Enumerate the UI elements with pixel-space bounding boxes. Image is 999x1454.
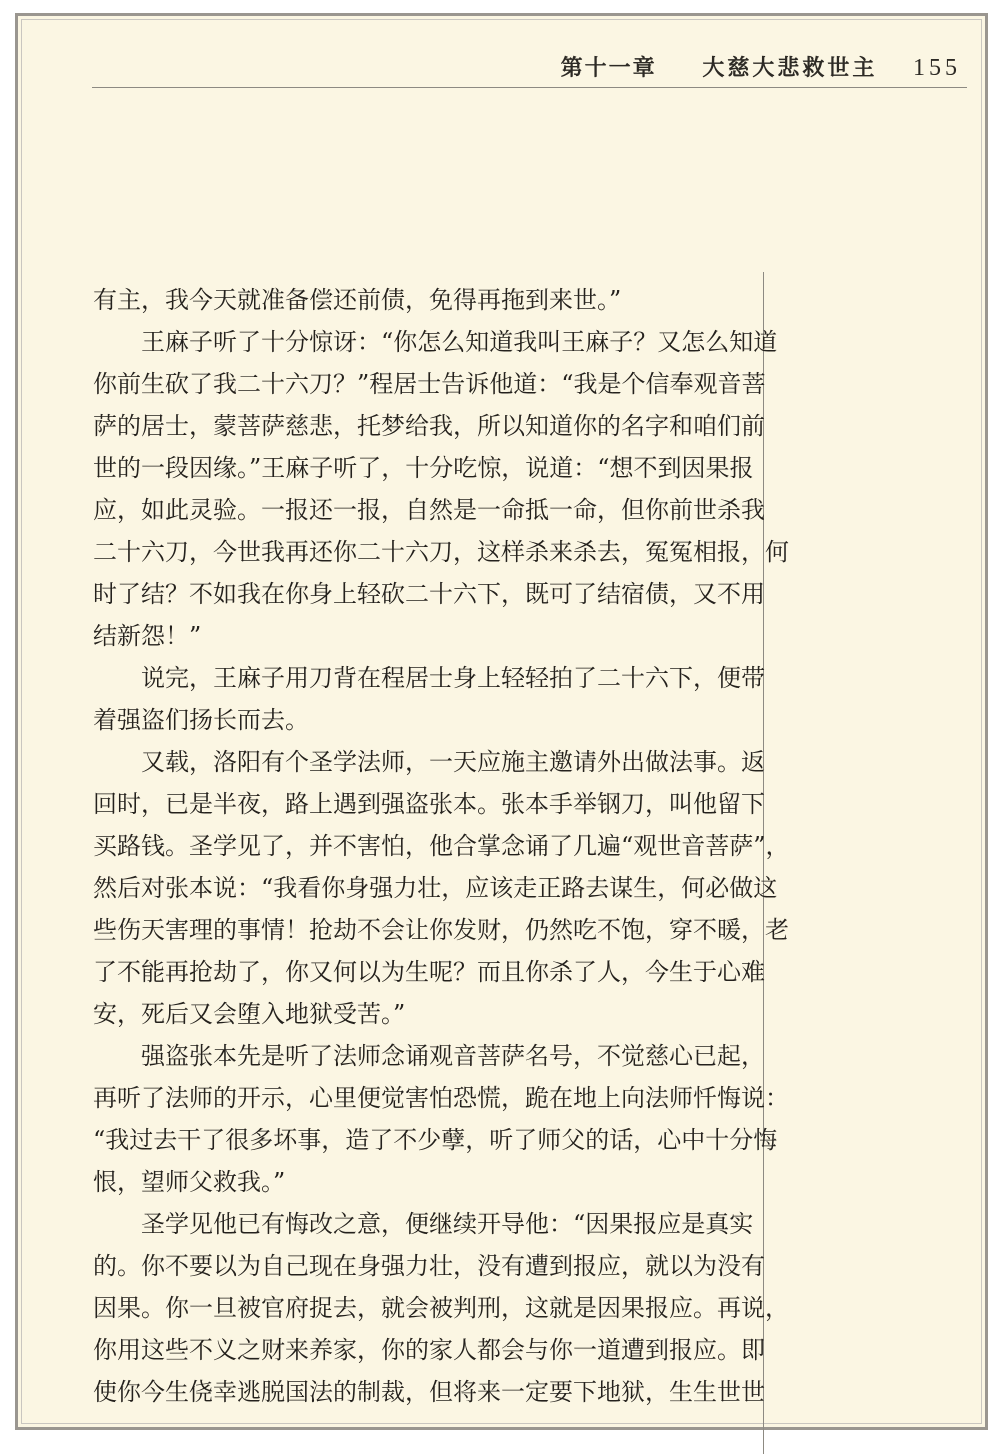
text-line: 了不能再抢劫了，你又何以为生呢？而且你杀了人，今生于心难 bbox=[93, 958, 765, 986]
text-line: 再听了法师的开示，心里便觉害怕恐慌，跪在地上向法师忏悔说： bbox=[93, 1084, 789, 1112]
text-line: 世的一段因缘。”王麻子听了，十分吃惊，说道：“想不到因果报 bbox=[93, 454, 754, 482]
text-line: 时了结？不如我在你身上轻砍二十六下，既可了结宿债，又不用 bbox=[93, 580, 765, 608]
text-line: 恨，望师父救我。” bbox=[93, 1168, 286, 1196]
text-line: 些伤天害理的事情！抢劫不会让你发财，仍然吃不饱，穿不暖，老 bbox=[93, 916, 789, 944]
running-head bbox=[561, 50, 961, 84]
text-line: 安，死后又会堕入地狱受苦。” bbox=[93, 1000, 406, 1028]
text-line: 的。你不要以为自己现在身强力壮，没有遭到报应，就以为没有 bbox=[93, 1252, 765, 1280]
page-number: 155 bbox=[913, 55, 961, 81]
text-line: 圣学见他已有悔改之意，便继续开导他：“因果报应是真实 bbox=[141, 1210, 754, 1238]
text-line: 你用这些不义之财来养家，你的家人都会与你一道遭到报应。即 bbox=[93, 1336, 765, 1364]
text-line: 回时，已是半夜，路上遇到强盗张本。张本手举钢刀，叫他留下 bbox=[93, 790, 765, 818]
book-page bbox=[15, 13, 988, 1430]
text-line: 因果。你一旦被官府捉去，就会被判刑，这就是因果报应。再说， bbox=[93, 1294, 789, 1322]
chapter-title: 大慈大悲救世主 bbox=[702, 55, 878, 81]
text-line: 你前生砍了我二十六刀？”程居士告诉他道：“我是个信奉观音菩 bbox=[93, 370, 766, 398]
text-line: “我过去干了很多坏事，造了不少孽，听了师父的话，心中十分悔 bbox=[93, 1126, 778, 1154]
text-line: 又载，洛阳有个圣学法师，一天应施主邀请外出做法事。返 bbox=[141, 748, 765, 776]
text-line: 然后对张本说：“我看你身强力壮，应该走正路去谋生，何必做这 bbox=[93, 874, 778, 902]
chapter-label: 第十一章 bbox=[560, 55, 657, 81]
text-line: 买路钱。圣学见了，并不害怕，他合掌念诵了几遍“观世音菩萨”， bbox=[93, 832, 790, 860]
body-text bbox=[93, 279, 790, 1413]
text-line: 应，如此灵验。一报还一报，自然是一命抵一命，但你前世杀我 bbox=[93, 496, 765, 524]
text-line: 强盗张本先是听了法师念诵观音菩萨名号，不觉慈心已起， bbox=[141, 1042, 765, 1070]
text-line: 说完，王麻子用刀背在程居士身上轻轻拍了二十六下，便带 bbox=[141, 664, 765, 692]
text-line: 萨的居士，蒙菩萨慈悲，托梦给我，所以知道你的名字和咱们前 bbox=[93, 412, 765, 440]
text-line: 有主，我今天就准备偿还前债，免得再拖到来世。” bbox=[93, 286, 622, 314]
header-divider bbox=[92, 87, 967, 88]
text-line: 着强盗们扬长而去。 bbox=[93, 706, 309, 734]
text-line: 结新怨！” bbox=[93, 622, 202, 650]
text-line: 二十六刀，今世我再还你二十六刀，这样杀来杀去，冤冤相报，何 bbox=[93, 538, 789, 566]
text-line: 使你今生侥幸逃脱国法的制裁，但将来一定要下地狱，生生世世 bbox=[93, 1378, 765, 1406]
text-line: 王麻子听了十分惊讶：“你怎么知道我叫王麻子？又怎么知道 bbox=[141, 328, 778, 356]
